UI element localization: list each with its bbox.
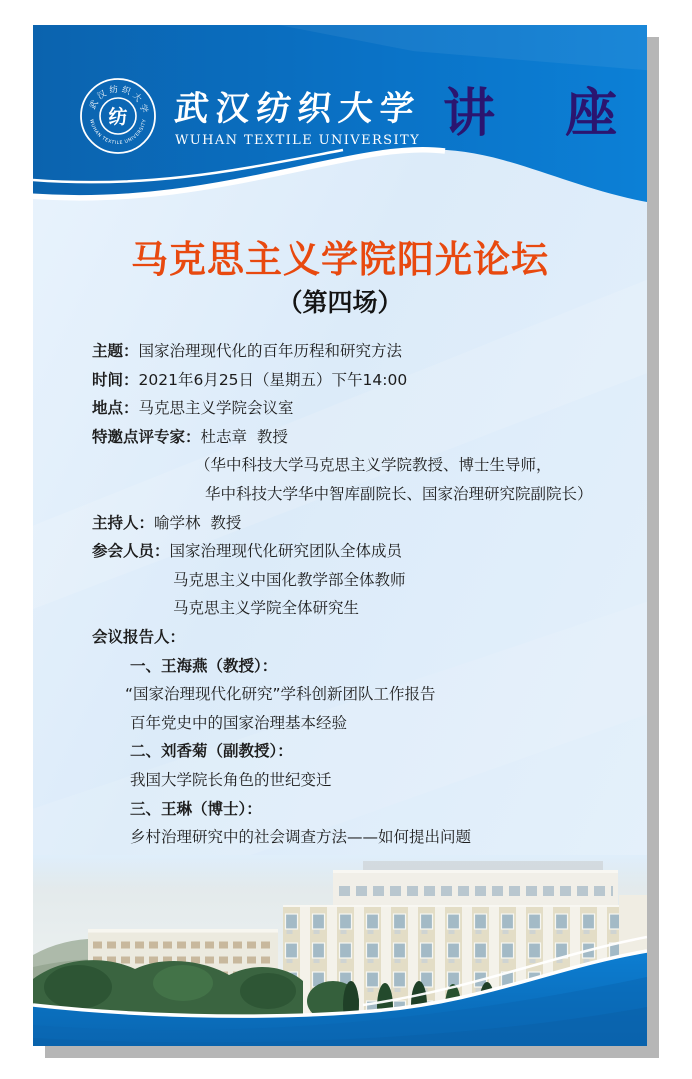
logo-ring-top-text: 武汉纺织大学 <box>87 84 150 117</box>
venue-label: 地点： <box>92 399 139 418</box>
topic-value: 国家治理现代化的百年历程和研究方法 <box>138 342 403 360</box>
reporter-1-name <box>92 652 631 681</box>
time-label: 时间： <box>92 370 139 389</box>
lecture-badge: 讲 座 <box>443 84 644 144</box>
reporters-label: 会议报告人： <box>92 627 186 646</box>
host-label: 主持人： <box>92 513 155 532</box>
reporters-heading <box>92 623 631 652</box>
reporter-2-topic-1-text: 我国大学院长角色的世纪变迁 <box>130 770 332 789</box>
attendees-value-2: 马克思主义中国化教学部全体教师 <box>173 570 406 589</box>
expert-value: 杜志章 教授 <box>200 427 288 446</box>
reporter-3-topic-1-text: 乡村治理研究中的社会调查方法——如何提出问题 <box>130 828 472 847</box>
university-name-block <box>172 81 423 148</box>
university-name-en: WUHAN TEXTILE UNIVERSITY <box>175 133 421 148</box>
reporter-1-topic-1 <box>92 680 631 709</box>
university-name-cn: 武汉纺织大学 <box>172 89 423 129</box>
attendees-line-2 <box>92 566 631 595</box>
expert-note-line-1 <box>92 451 631 480</box>
expert-note-2: 华中科技大学华中智库副院长、国家治理研究院副院长） <box>205 484 593 503</box>
reporter-3-name <box>92 795 631 824</box>
poster-card <box>33 25 647 1046</box>
logo-ring-bottom-text: WUHAN TEXTILE UNIVERSITY <box>88 118 148 147</box>
expert-note-1: （华中科技大学马克思主义学院教授、博士生导师， <box>195 456 552 475</box>
reporter-3-name-text: 三、王琳（博士）： <box>130 799 262 818</box>
campus-photo <box>33 855 647 1046</box>
poster-title: 马克思主义学院阳光论坛 <box>131 238 549 281</box>
venue-value: 马克思主义学院会议室 <box>138 399 294 418</box>
attendees-value-1: 国家治理现代化研究团队全体成员 <box>169 542 403 561</box>
attendees-label: 参会人员： <box>92 542 170 561</box>
expert-line <box>92 423 631 452</box>
reporter-1-name-text: 一、王海燕（教授）： <box>130 656 278 675</box>
topic-label: 主题： <box>92 342 139 360</box>
attendees-line-1 <box>92 537 631 566</box>
reporter-2-name-text: 二、刘香菊（副教授）： <box>130 742 293 761</box>
reporter-1-topic-2-text: 百年党史中的国家治理基本经验 <box>130 713 348 732</box>
venue-line <box>92 394 631 423</box>
reporter-1-topic-1-text: “国家治理现代化研究”学科创新团队工作报告 <box>125 685 436 704</box>
university-logo <box>79 77 157 155</box>
host-line <box>92 509 631 538</box>
expert-label: 特邀点评专家： <box>92 427 201 446</box>
reporter-1-topic-2 <box>92 709 631 738</box>
reporter-2-name <box>92 737 631 766</box>
time-line <box>92 366 631 395</box>
header-content <box>33 25 647 231</box>
expert-note-line-2 <box>92 480 631 509</box>
poster-header <box>33 25 647 231</box>
event-info-section <box>92 337 631 852</box>
time-value: 2021年6月25日（星期五）下午14:00 <box>138 370 408 389</box>
attendees-value-3: 马克思主义学院全体研究生 <box>173 599 360 618</box>
poster-subtitle: （第四场） <box>277 288 403 317</box>
reporter-2-topic-1 <box>92 766 631 795</box>
host-value: 喻学林 教授 <box>154 513 242 532</box>
logo-center-glyph: 纺 <box>108 106 128 128</box>
topic-line <box>92 337 631 366</box>
reporter-3-topic-1 <box>92 823 631 852</box>
attendees-line-3 <box>92 594 631 623</box>
